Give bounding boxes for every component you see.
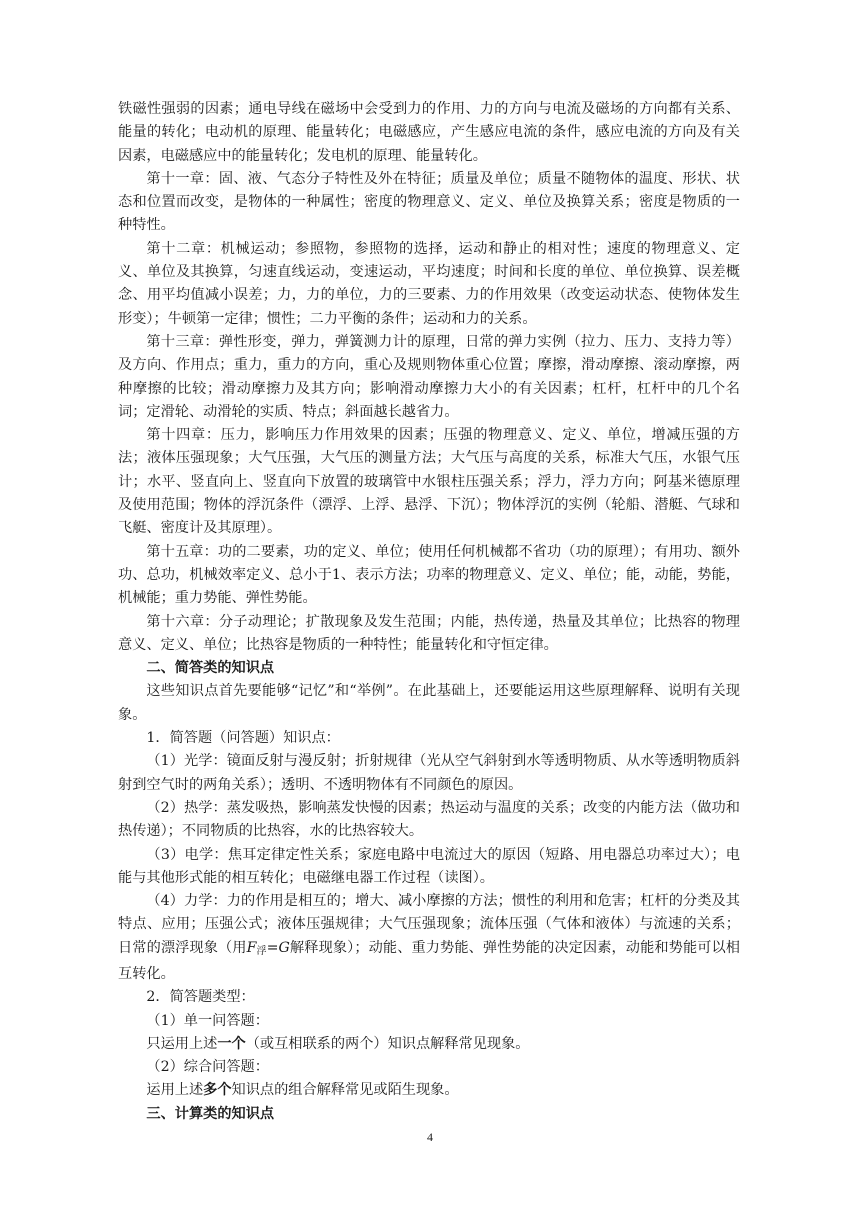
- list-heading-2: 2．简答题类型：: [146, 989, 255, 1006]
- paragraph-magnetism: 铁磁性强弱的因素；通电导线在磁场中会受到力的作用、力的方向与电流及磁场的方向都有关系、能量的转化；电动机的原理、能量转化；电磁感应，产生感应电流的条件，感应电流的方向及有关因素，电磁感应中的能量转化；发电机的原理、能量转化。: [118, 101, 740, 164]
- mechanics-text-a: （4）力学：力的作用是相互的；增大、减小摩擦的方法；惯性的利用和危害；杠杆的分类及其特点、应用；压强公式；液体压强规律；大气压强现象；流体压强（气体和液体）与流速的关系；日常的漂浮现象（用: [118, 893, 740, 956]
- paragraph-chapter-13: 第十三章：弹性形变，弹力，弹簧测力计的原理，日常的弹力实例（拉力、压力、支持力等）及方向、作用点；重力，重力的方向，重心及规则物体重心位置；摩擦，滑动摩擦、滚动摩擦，两种摩擦的比较；滑动摩擦力及其方向；影响滑动摩擦力大小的有关因素；杠杆，杠杆中的几个名词；定滑轮、动滑轮的实质、特点；斜面越长越省力。: [118, 333, 740, 420]
- list-heading-1: 1．简答题（问答题）知识点：: [146, 730, 340, 747]
- paragraph-intro: 这些知识点首先要能够“记忆”和“举例”。在此基础上，还要能运用这些原理解释、说明有关现象。: [118, 683, 740, 723]
- section-heading-2: 二、简答类的知识点: [146, 660, 275, 677]
- formula-subscript: 浮: [256, 945, 267, 957]
- formula-f: F: [246, 939, 257, 956]
- page-number: 4: [427, 1130, 433, 1144]
- mechanics-text-b: 解释现象）；动能、重力势能、弹性势能的决定因素，动能和势能可以相互转化。: [118, 939, 740, 982]
- single-text-c: （或互相联系的两个）知识点解释常见现象。: [245, 1035, 530, 1052]
- page-content: [118, 98, 740, 1126]
- paragraph-optics: （1）光学：镜面反射与漫反射；折射规律（光从空气斜射到水等透明物质、从水等透明物质斜射到空气时的两角关系）；透明、不透明物体有不同颜色的原因。: [118, 753, 740, 793]
- combined-emphasis: 多个: [203, 1082, 232, 1099]
- formula-equals: =: [266, 939, 279, 956]
- combined-text-a: 运用上述: [146, 1082, 204, 1099]
- single-text-a: 只运用上述: [146, 1035, 218, 1052]
- paragraph-chapter-12: 第十二章：机械运动；参照物，参照物的选择，运动和静止的相对性；速度的物理意义、定义、单位及其换算，匀速直线运动，变速运动，平均速度；时间和长度的单位、单位换算、误差概念、用平均值减小误差；力，力的单位，力的三要素、力的作用效果（改变运动状态、使物体发生形变）；牛顿第一定律；惯性；二力平衡的条件；运动和力的关系。: [118, 240, 740, 327]
- paragraph-thermal: （2）热学：蒸发吸热，影响蒸发快慢的因素；热运动与温度的关系；改变的内能方法（做功和热传递）；不同物质的比热容，水的比热容较大。: [118, 799, 740, 840]
- paragraph-electric: （3）电学：焦耳定律定性关系；家庭电路中电流过大的原因（短路、用电器总功率过大）；电能与其他形式能的相互转化；电磁继电器工作过程（读图）。: [118, 846, 740, 886]
- section-heading-3: 三、计算类的知识点: [146, 1105, 275, 1122]
- paragraph-chapter-15: 第十五章：功的二要素，功的定义、单位；使用任何机械都不省功（功的原理）；有用功、额外功、总功，机械效率定义、总小于1、表示方法；功率的物理意义、定义、单位；能，动能，势能，机械能；重力势能、弹性势能。: [118, 543, 740, 607]
- paragraph-chapter-11: 第十一章：固、液、气态分子特性及外在特征；质量及单位；质量不随物体的温度、形状、状态和位置而改变，是物体的一种属性；密度的物理意义、定义、单位及换算关系；密度是物质的一种特性。: [118, 170, 740, 234]
- paragraph-single: [118, 1033, 740, 1056]
- combined-text-c: 知识点的组合解释常见或陌生现象。: [231, 1082, 459, 1099]
- paragraph-chapter-14: 第十四章：压力，影响压力作用效果的因素；压强的物理意义、定义、单位，增减压强的方法；液体压强现象；大气压强，大气压的测量方法；大气压与高度的关系，标准大气压，水银气压计；水平、竖直向上、竖直向下放置的玻璃管中水银柱压强关系；浮力，浮力方向；阿基米德原理及使用范围；物体的浮沉条件（漂浮、上浮、悬浮、下沉）；物体浮沉的实例（轮船、潜艇、气球和飞艇、密度计及其原理）。: [118, 427, 740, 537]
- single-emphasis: 一个: [217, 1035, 246, 1052]
- paragraph-mechanics: [118, 890, 740, 986]
- paragraph-chapter-16: 第十六章：分子动理论；扩散现象及发生范围；内能，热传递，热量及其单位；比热容的物理意义、定义、单位；比热容是物质的一种特性；能量转化和守恒定律。: [118, 613, 740, 653]
- paragraph-combined: [118, 1079, 740, 1102]
- list-item-single: （1）单一问答题：: [146, 1012, 269, 1029]
- list-item-combined: （2）综合问答题：: [146, 1059, 269, 1076]
- formula-g: G: [278, 939, 290, 956]
